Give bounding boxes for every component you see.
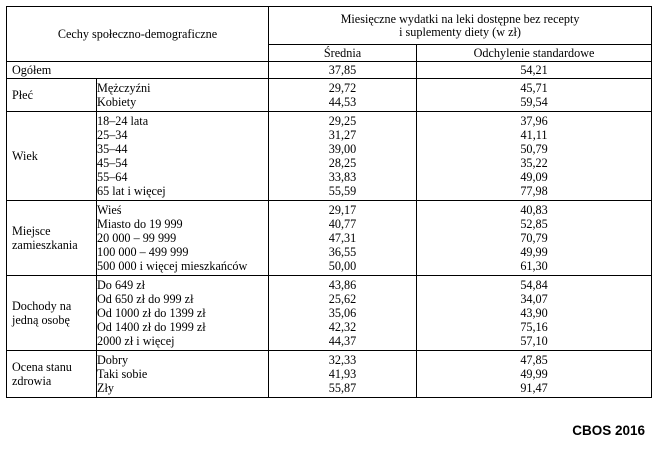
data-table xyxy=(6,6,652,398)
row-sd-cell xyxy=(417,79,652,112)
row-label-cell xyxy=(97,79,269,112)
row-label: 18–24 lata xyxy=(97,114,149,128)
group-row xyxy=(7,79,652,112)
row-mean-cell xyxy=(269,351,417,398)
row-sd-cell xyxy=(417,351,652,398)
row-mean: 44,53 xyxy=(328,95,357,109)
row-sd: 52,85 xyxy=(520,217,548,231)
group-row xyxy=(7,201,652,276)
group-category: Ocena stanu zdrowia xyxy=(7,351,97,398)
group-category: Dochody na jedną osobę xyxy=(7,276,97,351)
row-label-cell xyxy=(97,201,269,276)
row-mean: 28,25 xyxy=(328,156,357,170)
row-mean: 41,93 xyxy=(328,367,357,381)
expenses-header-line1: Miesięczne wydatki na leki dostępne bez recepty xyxy=(340,11,580,26)
table-body xyxy=(7,62,652,398)
row-sd: 37,96 xyxy=(520,114,548,128)
group-row xyxy=(7,276,652,351)
row-sd: 61,30 xyxy=(520,259,548,273)
row-mean: 29,72 xyxy=(328,81,357,95)
row-mean: 50,00 xyxy=(328,259,357,273)
row-label: 55–64 xyxy=(97,170,128,184)
row-sd: 43,90 xyxy=(520,306,548,320)
group-row xyxy=(7,351,652,398)
row-mean-cell xyxy=(269,112,417,201)
row-mean: 42,32 xyxy=(328,320,357,334)
row-label: 35–44 xyxy=(97,142,128,156)
row-sd: 45,71 xyxy=(520,81,548,95)
row-sd: 35,22 xyxy=(520,156,548,170)
row-label: Do 649 zł xyxy=(97,278,146,292)
row-sd: 34,07 xyxy=(520,292,548,306)
row-label-cell xyxy=(97,351,269,398)
row-sd: 47,85 xyxy=(520,353,548,367)
row-label: 500 000 i więcej mieszkańców xyxy=(97,259,248,273)
row-sd-cell xyxy=(417,201,652,276)
row-mean: 36,55 xyxy=(328,245,357,259)
group-category: Wiek xyxy=(7,112,97,201)
source-label: CBOS 2016 xyxy=(572,423,645,438)
row-mean: 43,86 xyxy=(328,278,357,292)
row-label: Od 1000 zł do 1399 zł xyxy=(97,306,206,320)
row-label-cell xyxy=(97,276,269,351)
mean-header: Średnia xyxy=(269,45,417,62)
row-mean: 44,37 xyxy=(328,334,357,348)
row-sd: 70,79 xyxy=(520,231,548,245)
row-label: Miasto do 19 999 xyxy=(97,217,183,231)
features-header: Cechy społeczno-demograficzne xyxy=(7,7,269,62)
row-label: Wieś xyxy=(97,203,122,217)
row-mean: 25,62 xyxy=(328,292,357,306)
row-mean: 47,31 xyxy=(328,231,357,245)
row-label-cell xyxy=(97,112,269,201)
row-label: Dobry xyxy=(97,353,129,367)
total-label: Ogółem xyxy=(7,62,269,79)
row-mean: 29,17 xyxy=(328,203,357,217)
total-row xyxy=(7,62,652,79)
row-sd: 57,10 xyxy=(520,334,548,348)
row-label: Mężczyźni xyxy=(97,81,151,95)
row-mean: 35,06 xyxy=(328,306,357,320)
row-label: Zły xyxy=(97,381,114,395)
row-label: Od 1400 zł do 1999 zł xyxy=(97,320,206,334)
row-label: 25–34 xyxy=(97,128,128,142)
row-sd: 49,99 xyxy=(520,367,548,381)
row-label: 20 000 – 99 999 xyxy=(97,231,177,245)
row-sd-cell xyxy=(417,276,652,351)
expenses-header xyxy=(269,7,652,45)
group-category: Miejsce zamieszkania xyxy=(7,201,97,276)
row-sd-cell xyxy=(417,112,652,201)
row-label: 2000 zł i więcej xyxy=(97,334,175,348)
row-mean: 40,77 xyxy=(328,217,357,231)
row-mean: 55,87 xyxy=(328,381,357,395)
row-mean-cell xyxy=(269,201,417,276)
row-sd: 40,83 xyxy=(520,203,548,217)
row-mean: 55,59 xyxy=(328,184,357,198)
row-sd: 75,16 xyxy=(520,320,548,334)
row-label: 65 lat i więcej xyxy=(97,184,166,198)
row-mean: 33,83 xyxy=(328,170,357,184)
row-sd: 91,47 xyxy=(520,381,548,395)
row-mean: 31,27 xyxy=(328,128,357,142)
row-sd: 49,09 xyxy=(520,170,548,184)
group-row xyxy=(7,112,652,201)
row-sd: 50,79 xyxy=(520,142,548,156)
row-sd: 77,98 xyxy=(520,184,548,198)
row-sd: 49,99 xyxy=(520,245,548,259)
sd-header: Odchylenie standardowe xyxy=(417,45,652,62)
row-sd: 41,11 xyxy=(520,128,548,142)
row-sd: 59,54 xyxy=(520,95,548,109)
row-mean: 39,00 xyxy=(328,142,357,156)
row-label: Kobiety xyxy=(97,95,137,109)
row-label: Od 650 zł do 999 zł xyxy=(97,292,194,306)
row-mean-cell xyxy=(269,276,417,351)
group-category: Płeć xyxy=(7,79,97,112)
row-label: 45–54 xyxy=(97,156,128,170)
row-label: Taki sobie xyxy=(97,367,148,381)
row-label: 100 000 – 499 999 xyxy=(97,245,189,259)
total-mean: 37,85 xyxy=(269,62,417,79)
row-sd: 54,84 xyxy=(520,278,548,292)
expenses-header-line2: i suplementy diety (w zł) xyxy=(399,24,521,39)
row-mean: 29,25 xyxy=(328,114,357,128)
total-sd: 54,21 xyxy=(417,62,652,79)
row-mean-cell xyxy=(269,79,417,112)
row-mean: 32,33 xyxy=(328,353,357,367)
